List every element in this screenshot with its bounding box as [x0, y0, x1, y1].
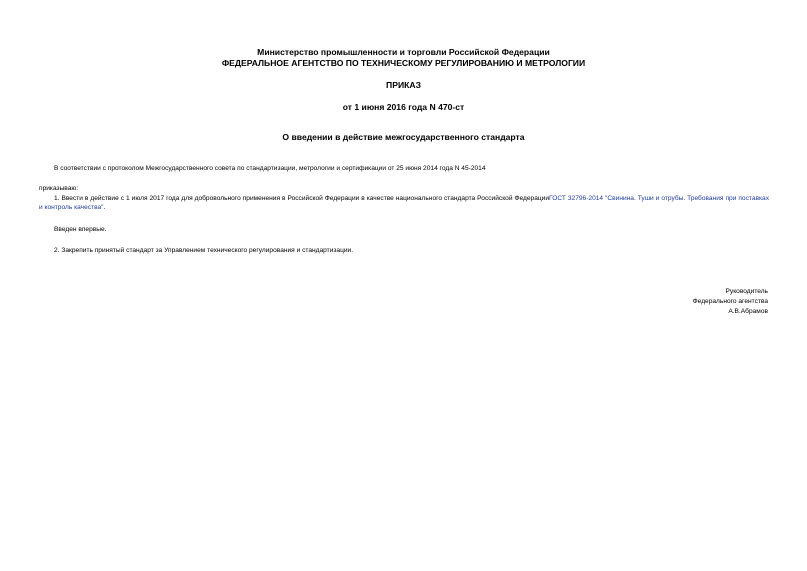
- gost-link[interactable]: ГОСТ 32796-2014 "Свинина. Туши и отрубы. Требования при поставках и контроль качества": [39, 195, 769, 211]
- signature-name: А.В.Абрамов: [728, 308, 768, 315]
- ministry-name: Министерство промышленности и торговли Российской Федерации: [257, 47, 550, 57]
- item-2-paragraph: 2. Закрепить принятый стандарт за Управлением технического регулирования и стандартизации.: [54, 247, 354, 254]
- signature-block: [693, 287, 768, 317]
- first-time-note: Введен впервые.: [54, 226, 107, 233]
- signature-position: Руководитель: [725, 288, 768, 295]
- agency-name: ФЕДЕРАЛЬНОЕ АГЕНТСТВО ПО ТЕХНИЧЕСКОМУ РЕГУЛИРОВАНИЮ И МЕТРОЛОГИИ: [221, 58, 586, 68]
- signature-agency: Федерального агентства: [692, 298, 768, 305]
- order-date: от 1 июня 2016 года N 470-ст: [342, 102, 465, 112]
- item-1-end: .: [103, 204, 106, 211]
- decree-word: приказываю:: [39, 185, 79, 192]
- order-subject: О введении в действие межгосударственного стандарта: [282, 132, 525, 142]
- item-1-text: 1. Ввести в действие с 1 июля 2017 года для добровольного применения в Российской Федерации в качестве национального стандарта Российской Федерации: [54, 195, 550, 202]
- item-1-paragraph: [39, 194, 769, 212]
- basis-paragraph: В соответствии с протоколом Межгосударственного совета по стандартизации, метрологии и сертификации от 25 июня 2014 года N 45-2014: [54, 165, 486, 172]
- order-title: ПРИКАЗ: [386, 80, 421, 90]
